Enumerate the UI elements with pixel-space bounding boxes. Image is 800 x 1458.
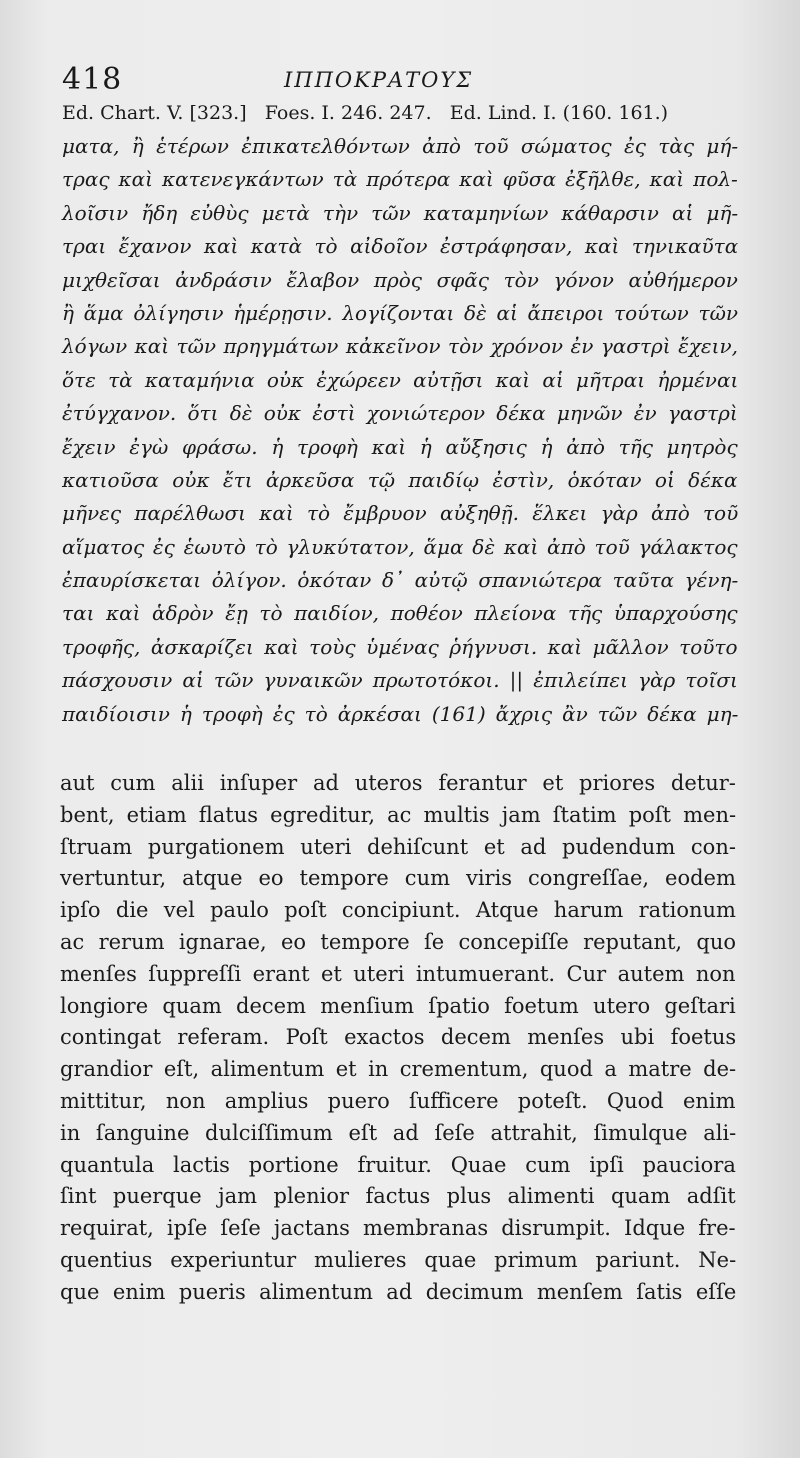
running-title: ΙΠΠΟΚΡΑΤΟΥΣ	[284, 68, 474, 92]
latin-text-line: vertuntur, atque eo tempore cum viris congreſſae, eodem	[60, 866, 736, 891]
latin-text-line: requirat, ipſe ſeſe jactans membranas disrumpit. Idque fre-	[60, 1216, 736, 1241]
page-number: 418	[62, 62, 123, 97]
latin-text-line: mittitur, non amplius puero ſufficere poteſt. Quod enim	[60, 1088, 736, 1113]
page-header	[62, 62, 762, 106]
latin-text-line: in ſanguine dulciſſimum eſt ad ſeſe attrahit, ſimulque ali-	[60, 1120, 737, 1145]
latin-text-line: que enim pueris alimentum ad decimum menſem ſatis eſſe	[60, 1279, 737, 1304]
greek-text-line: πάσχουσιν αἱ τῶν γυναικῶν πρωτοτόκοι. || ἐπιλείπει γὰρ τοῖσι	[62, 668, 738, 693]
greek-text-line: μιχθεῖσαι ἀνδράσιν ἔλαβον πρὸς σφᾶς τὸν γόνον αὐθήμερον	[62, 267, 738, 292]
latin-text-line: ſint puerque jam plenior factus plus alimenti quam adſit	[60, 1184, 736, 1209]
latin-text-line: bent, etiam flatus egreditur, ac multis jam ſtatim poſt men-	[60, 802, 737, 827]
latin-text-line: longiore quam decem menſium ſpatio foetum utero geſtari	[60, 993, 736, 1018]
edition-references: Ed. Chart. V. [323.] Foes. I. 246. 247. Ed. Lind. I. (160. 161.)	[62, 102, 669, 124]
latin-text-line: ſtruam purgationem uteri dehiſcunt et ad pudendum con-	[60, 834, 736, 859]
latin-text-line: aut cum alii inſuper ad uteros ferantur et priores detur-	[60, 771, 736, 795]
latin-text-line: quentius experiuntur mulieres quae primum pariunt. Ne-	[60, 1247, 737, 1272]
greek-text-line: ὅτε τὰ καταμήνια οὐκ ἐχώρεεν αὐτῇσι καὶ αἱ μῆτραι ἠρμέναι	[62, 367, 739, 392]
latin-text-block	[60, 768, 740, 1309]
greek-text-line: τροφῆς, ἀσκαρίζει καὶ τοὺς ὑμένας ῥήγνυσι. καὶ μᾶλλον τοῦτο	[62, 634, 738, 659]
latin-text-line: grandior eſt, alimentum et in crementum, quod a matre de-	[60, 1057, 737, 1082]
greek-text-line: παιδίοισιν ἡ τροφὴ ἐς τὸ ἀρκέσαι (161) ἄχρις ἂν τῶν δέκα μη-	[62, 701, 739, 726]
latin-text-line: ac rerum ignarae, eo tempore ſe concepiſſe reputant, quo	[60, 929, 737, 954]
latin-text-line: quantula lactis portione fruitur. Quae cum ipſi pauciora	[60, 1152, 736, 1177]
greek-text-line: ἐτύγχανον. ὅτι δὲ οὐκ ἐστὶ χονιώτερον δέκα μηνῶν ἐν γαστρὶ	[62, 401, 738, 426]
greek-text-line: ἐπαυρίσκεται ὀλίγον. ὁκόταν δ᾽ αὐτῷ σπανιώτερα ταῦτα γένη-	[62, 568, 739, 593]
latin-text-line: menſes ſuppreſſi erant et uteri intumuerant. Cur autem non	[60, 961, 736, 986]
latin-text-line: ipſo die vel paulo poſt concipiunt. Atque harum rationum	[60, 898, 736, 923]
greek-text-line: λόγων καὶ τῶν πρηγμάτων κἀκεῖνον τὸν χρόνον ἐν γαστρὶ ἔχειν,	[62, 334, 739, 359]
greek-text-line: κατιοῦσα οὐκ ἔτι ἀρκεῦσα τῷ παιδίῳ ἐστὶν, ὁκόταν οἱ δέκα	[62, 467, 738, 492]
greek-text-block	[62, 130, 742, 731]
greek-text-line: ἢ ἅμα ὀλίγησιν ἡμέρῃσιν. λογίζονται δὲ αἱ ἄπειροι τούτων τῶν	[62, 300, 739, 325]
latin-text-line: contingat referam. Poſt exactos decem menſes ubi foetus	[60, 1025, 737, 1050]
greek-text-line: τραι ἔχανον καὶ κατὰ τὸ αἰδοῖον ἐστράφησαν, καὶ τηνικαῦτα	[62, 234, 739, 259]
greek-text-line: μῆνες παρέλθωσι καὶ τὸ ἔμβρυον αὐξηθῇ. ἕλκει γὰρ ἀπὸ τοῦ	[62, 501, 739, 526]
greek-text-line: ματα, ἢ ἑτέρων ἐπικατελθόντων ἀπὸ τοῦ σώματος ἐς τὰς μή-	[62, 134, 739, 158]
greek-text-line: λοῖσιν ἤδη εὐθὺς μετὰ τὴν τῶν καταμηνίων κάθαρσιν αἱ μῆ-	[62, 200, 739, 225]
greek-text-line: τρας καὶ κατενεγκάντων τὰ πρότερα καὶ φῦσα ἐξῆλθε, καὶ πολ-	[62, 167, 738, 192]
greek-text-line: ἔχειν ἐγὼ φράσω. ἡ τροφὴ καὶ ἡ αὔξησις ἡ ἀπὸ τῆς μητρὸς	[62, 434, 738, 459]
greek-text-line: αἵματος ἐς ἑωυτὸ τὸ γλυκύτατον, ἅμα δὲ καὶ ἀπὸ τοῦ γάλακτος	[62, 534, 738, 559]
greek-text-line: ται καὶ ἁδρὸν ἔῃ τὸ παιδίον, ποθέον πλείονα τῆς ὑπαρχούσης	[62, 601, 738, 626]
